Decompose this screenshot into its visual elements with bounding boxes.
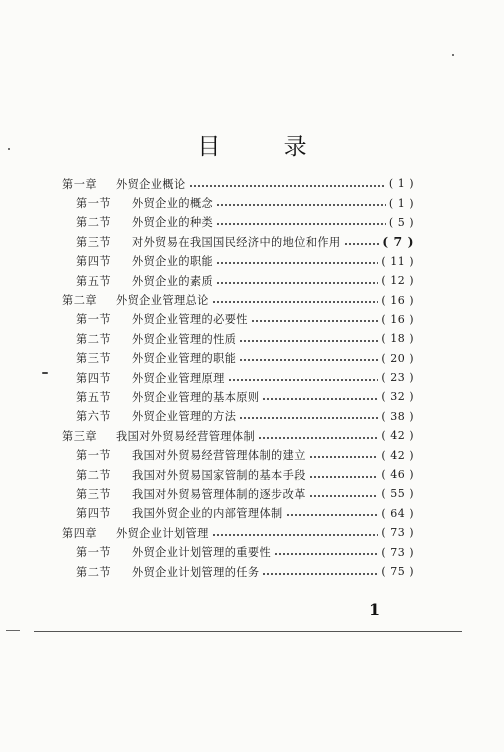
toc-entry-number: 第二节 <box>76 216 112 230</box>
toc-entry-title: 外贸企业管理的性质 <box>132 332 237 346</box>
toc-entry-number: 第一节 <box>76 313 112 327</box>
toc-entry-page: ( 42 ) <box>381 448 414 462</box>
toc-section-row <box>62 465 414 484</box>
toc-entry-page: ( 38 ) <box>381 409 414 423</box>
toc-dot-leader <box>344 243 380 245</box>
toc-dot-leader <box>262 398 378 400</box>
toc-dot-leader <box>309 495 379 497</box>
toc-entry-page: ( 73 ) <box>381 526 414 540</box>
toc-entry-number: 第一章 <box>62 177 98 191</box>
toc-entry-title: 外贸企业管理的必要性 <box>132 313 248 327</box>
toc-dot-leader <box>212 534 379 536</box>
toc-section-row <box>62 271 414 290</box>
toc-dot-leader <box>251 320 379 322</box>
toc-dot-leader <box>309 456 379 458</box>
toc-entry-title: 外贸企业管理原理 <box>132 371 225 385</box>
toc-dot-leader <box>216 204 386 206</box>
toc-entry-title: 外贸企业的概念 <box>132 197 214 211</box>
toc-entry-page: ( 1 ) <box>388 177 414 191</box>
toc-entry-page: ( 1 ) <box>388 196 414 210</box>
toc-entry-page: ( 7 ) <box>382 234 414 250</box>
page-number: 1 <box>369 600 381 619</box>
toc-entry-number: 第一节 <box>76 449 112 463</box>
toc-entry-title: 外贸企业的种类 <box>132 216 214 230</box>
toc-entry-title: 外贸企业计划管理的任务 <box>132 565 260 579</box>
toc-entry-number: 第二节 <box>76 468 112 482</box>
scan-speck <box>8 148 10 150</box>
toc-dot-leader <box>274 553 378 555</box>
footer-rule <box>34 631 462 632</box>
toc-section-row <box>62 387 414 406</box>
scan-speck <box>42 372 48 374</box>
toc-entry-title: 外贸企业概论 <box>116 177 186 191</box>
toc-chapter-row <box>62 290 414 309</box>
toc-section-row <box>62 310 414 329</box>
toc-entry-number: 第二章 <box>62 294 98 308</box>
toc-dot-leader <box>212 301 379 303</box>
toc-entry-page: ( 20 ) <box>381 351 414 365</box>
toc-entry-title: 我国对外贸易国家管制的基本手段 <box>132 468 306 482</box>
toc-entry-page: ( 5 ) <box>388 215 414 229</box>
toc-entry-title: 外贸企业的素质 <box>132 274 214 288</box>
toc-dot-leader <box>216 223 386 225</box>
toc-entry-page: ( 46 ) <box>381 468 414 482</box>
toc-chapter-row <box>62 426 414 445</box>
toc-entry-page: ( 18 ) <box>381 332 414 346</box>
toc-section-row <box>62 368 414 387</box>
toc-entry-page: ( 42 ) <box>381 429 414 443</box>
toc-dot-leader <box>239 359 378 361</box>
toc-section-row <box>62 542 414 561</box>
toc-section-row <box>62 329 414 348</box>
scan-speck <box>452 54 454 56</box>
toc-dot-leader <box>216 282 378 284</box>
toc-entry-number: 第三章 <box>62 429 98 443</box>
toc-entry-number: 第三节 <box>76 235 112 249</box>
toc-entry-number: 第四节 <box>76 255 112 269</box>
footer-rule-stub <box>6 630 20 631</box>
table-of-contents <box>62 174 414 581</box>
toc-entry-page: ( 55 ) <box>381 487 414 501</box>
toc-dot-leader <box>286 514 379 516</box>
toc-entry-number: 第四节 <box>76 507 112 521</box>
toc-section-row <box>62 252 414 271</box>
toc-entry-page: ( 11 ) <box>381 254 414 268</box>
toc-entry-number: 第二节 <box>76 332 112 346</box>
page-title: 目 录 <box>197 134 335 160</box>
toc-section-row <box>62 193 414 212</box>
toc-entry-page: ( 12 ) <box>381 274 414 288</box>
toc-dot-leader <box>189 185 386 187</box>
toc-section-row <box>62 562 414 581</box>
toc-entry-title: 外贸企业管理的方法 <box>132 410 237 424</box>
toc-section-row <box>62 213 414 232</box>
toc-entry-title: 我国对外贸易经营管理体制的建立 <box>132 449 306 463</box>
toc-dot-leader <box>216 262 378 264</box>
toc-dot-leader <box>239 340 378 342</box>
toc-entry-title: 外贸企业管理总论 <box>116 294 209 308</box>
toc-chapter-row <box>62 174 414 193</box>
toc-entry-number: 第六节 <box>76 410 112 424</box>
toc-dot-leader <box>309 476 379 478</box>
toc-entry-page: ( 32 ) <box>381 390 414 404</box>
toc-entry-number: 第三节 <box>76 487 112 501</box>
toc-entry-page: ( 23 ) <box>381 371 414 385</box>
toc-section-row <box>62 232 414 251</box>
toc-entry-title: 我国外贸企业的内部管理体制 <box>132 507 283 521</box>
toc-entry-number: 第二节 <box>76 565 112 579</box>
toc-dot-leader <box>262 573 378 575</box>
toc-section-row <box>62 445 414 464</box>
toc-dot-leader <box>239 417 378 419</box>
toc-entry-number: 第五节 <box>76 390 112 404</box>
toc-entry-title: 外贸企业的职能 <box>132 255 214 269</box>
toc-entry-title: 外贸企业计划管理 <box>116 526 209 540</box>
toc-section-row <box>62 407 414 426</box>
toc-entry-number: 第一节 <box>76 546 112 560</box>
toc-entry-title: 对外贸易在我国国民经济中的地位和作用 <box>132 235 341 249</box>
toc-entry-title: 外贸企业管理的基本原则 <box>132 390 260 404</box>
toc-entry-number: 第五节 <box>76 274 112 288</box>
toc-entry-title: 我国对外贸易经营管理体制 <box>116 429 256 443</box>
toc-entry-page: ( 73 ) <box>381 545 414 559</box>
toc-entry-number: 第四章 <box>62 526 98 540</box>
toc-entry-title: 外贸企业管理的职能 <box>132 352 237 366</box>
toc-dot-leader <box>258 437 378 439</box>
toc-entry-page: ( 75 ) <box>381 565 414 578</box>
toc-dot-leader <box>228 379 379 381</box>
toc-entry-number: 第四节 <box>76 371 112 385</box>
toc-entry-number: 第三节 <box>76 352 112 366</box>
toc-entry-page: ( 16 ) <box>381 312 414 326</box>
toc-entry-page: ( 64 ) <box>381 506 414 520</box>
toc-entry-title: 我国对外贸易管理体制的逐步改革 <box>132 487 306 501</box>
toc-entry-page: ( 16 ) <box>381 293 414 307</box>
toc-section-row <box>62 349 414 368</box>
toc-entry-title: 外贸企业计划管理的重要性 <box>132 546 272 560</box>
toc-entry-number: 第一节 <box>76 197 112 211</box>
toc-section-row <box>62 504 414 523</box>
toc-chapter-row <box>62 523 414 542</box>
toc-section-row <box>62 484 414 503</box>
